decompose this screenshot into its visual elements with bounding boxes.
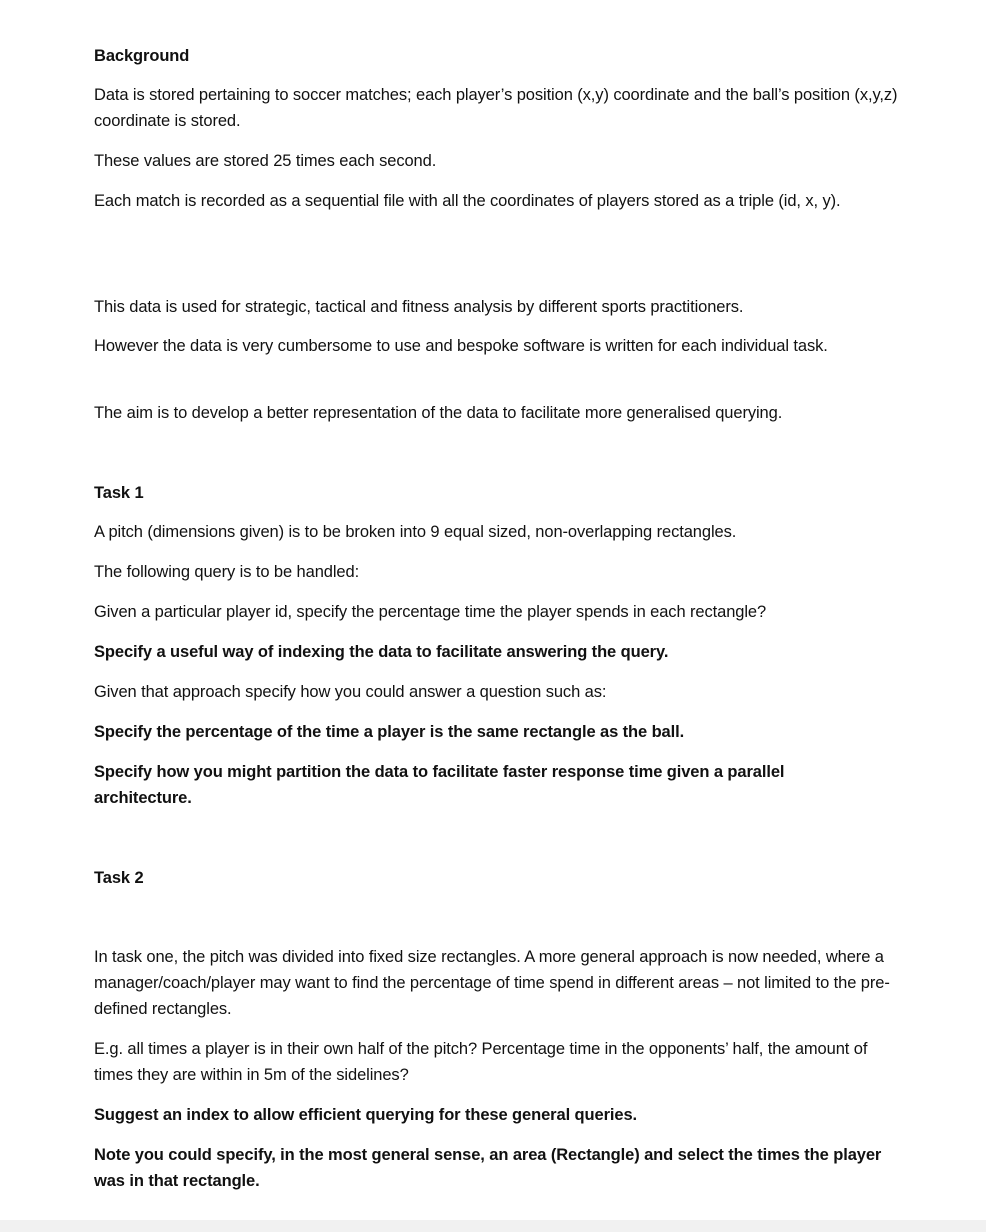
task1-paragraph-bold: Specify how you might partition the data to facilitate faster response time given a parallel architecture. [94,763,785,807]
task1-heading: Task 1 [94,484,144,502]
task2-paragraph-bold: Suggest an index to allow efficient querying for these general queries. [94,1106,638,1124]
task1-paragraph-bold: Specify the percentage of the time a player is the same rectangle as the ball. [94,723,685,741]
task1-paragraph-bold: Specify a useful way of indexing the data to facilitate answering the query. [94,643,669,661]
background-paragraph: Data is stored pertaining to soccer matches; each player’s position (x,y) coordinate and the ball’s position (x,y,z) coordinate is stored. [94,86,898,130]
task1-paragraph: Given a particular player id, specify the percentage time the player spends in each rectangle? [94,603,767,621]
task2-paragraph: In task one, the pitch was divided into fixed size rectangles. A more general approach is now needed, where a manager/coach/player may want to find the percentage of time spend in different areas – not limited to the pre-defined rectangles. [94,948,890,1018]
task1-paragraph: The following query is to be handled: [94,563,360,581]
background-paragraph: However the data is very cumbersome to use and bespoke software is written for each individual task. [94,337,828,355]
task1-paragraph: Given that approach specify how you could answer a question such as: [94,683,607,701]
background-paragraph: This data is used for strategic, tactical and fitness analysis by different sports practitioners. [94,298,744,316]
task1-paragraph: A pitch (dimensions given) is to be broken into 9 equal sized, non-overlapping rectangles. [94,523,737,541]
background-paragraph: The aim is to develop a better representation of the data to facilitate more generalised querying. [94,404,783,422]
background-paragraph: Each match is recorded as a sequential file with all the coordinates of players stored as a triple (id, x, y). [94,192,841,210]
background-paragraph: These values are stored 25 times each second. [94,152,437,170]
background-heading: Background [94,47,190,65]
task2-paragraph-bold: Note you could specify, in the most general sense, an area (Rectangle) and select the times the player was in that rectangle. [94,1146,882,1190]
task2-paragraph: E.g. all times a player is in their own half of the pitch? Percentage time in the opponents’ half, the amount of times they are within in 5m of the sidelines? [94,1040,868,1084]
task2-heading: Task 2 [94,869,144,887]
